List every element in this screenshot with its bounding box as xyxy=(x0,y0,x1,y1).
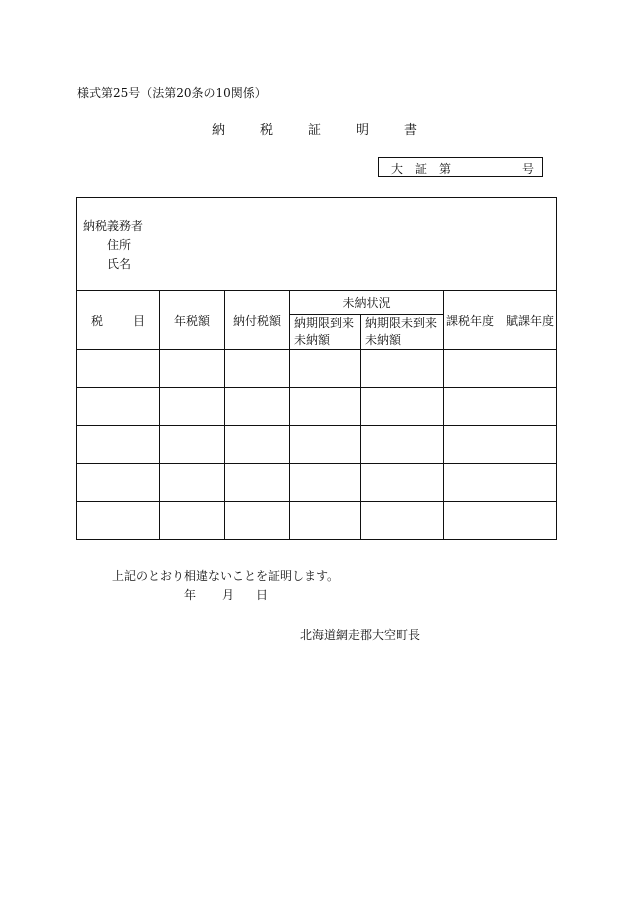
form-number: 様式第25号（法第20条の10関係） xyxy=(77,86,267,100)
table-cell xyxy=(290,426,361,464)
cert-prefix-char: 証 xyxy=(415,162,428,176)
table-cell xyxy=(160,464,225,502)
table-cell xyxy=(160,388,225,426)
certification-statement: 上記のとおり相違ないことを証明します。 xyxy=(112,569,340,583)
header-unpaid-not-due-line: 納期限未到来 xyxy=(365,316,438,330)
table-cell xyxy=(225,502,290,540)
header-unpaid-status: 未納状況 xyxy=(290,291,444,315)
header-paid-amount: 納付税額 xyxy=(225,291,290,350)
title-char: 書 xyxy=(404,123,418,138)
header-unpaid-not-due xyxy=(361,315,444,350)
table-cell xyxy=(444,426,557,464)
date-day: 日 xyxy=(256,588,269,602)
header-tax-item-char: 目 xyxy=(133,313,146,328)
header-unpaid-due xyxy=(290,315,361,350)
cert-prefix-char: 第 xyxy=(439,162,452,176)
document-title xyxy=(0,119,630,139)
table-cell xyxy=(77,350,160,388)
table-cell xyxy=(77,426,160,464)
table-cell xyxy=(444,464,557,502)
tax-certificate-table xyxy=(76,197,557,540)
table-cell xyxy=(77,464,160,502)
table-cell xyxy=(444,502,557,540)
date-month: 月 xyxy=(222,588,235,602)
date-year: 年 xyxy=(184,588,197,602)
table-cell xyxy=(160,350,225,388)
table-cell xyxy=(444,388,557,426)
title-char: 明 xyxy=(356,123,370,138)
certificate-number-box xyxy=(378,157,543,177)
taxpayer-heading: 納税義務者 xyxy=(83,219,144,233)
table-cell xyxy=(77,388,160,426)
table-row xyxy=(77,464,557,502)
table-cell xyxy=(290,350,361,388)
table-cell xyxy=(290,502,361,540)
header-unpaid-not-due-line: 未納額 xyxy=(365,333,402,347)
table-cell xyxy=(361,502,444,540)
taxpayer-section xyxy=(77,198,557,291)
table-cell xyxy=(290,464,361,502)
table-row xyxy=(77,502,557,540)
table-cell xyxy=(361,350,444,388)
table-row xyxy=(77,426,557,464)
table-cell xyxy=(290,388,361,426)
title-char: 証 xyxy=(308,123,322,138)
table-cell xyxy=(225,388,290,426)
table-row xyxy=(77,388,557,426)
header-annual-amount: 年税額 xyxy=(160,291,225,350)
table-cell xyxy=(361,388,444,426)
table-cell xyxy=(225,464,290,502)
table-row xyxy=(77,350,557,388)
table-cell xyxy=(444,350,557,388)
table-cell xyxy=(77,502,160,540)
address-label: 住所 xyxy=(107,238,132,252)
title-char: 税 xyxy=(260,123,274,138)
table-cell xyxy=(160,502,225,540)
table-cell xyxy=(361,464,444,502)
header-unpaid-due-line: 未納額 xyxy=(294,333,331,347)
issuer-name: 北海道網走郡大空町長 xyxy=(300,628,421,642)
header-tax-item-char: 税 xyxy=(90,313,103,328)
table-cell xyxy=(160,426,225,464)
header-unpaid-due-line: 納期限到来 xyxy=(294,316,355,330)
table-cell xyxy=(225,426,290,464)
table-cell xyxy=(361,426,444,464)
table-cell xyxy=(225,350,290,388)
cert-prefix-char: 大 xyxy=(391,162,404,176)
header-tax-year: 課税年度 賦課年度 xyxy=(444,291,557,350)
cert-suffix: 号 xyxy=(522,162,535,176)
header-tax-item xyxy=(77,291,160,350)
name-label: 氏名 xyxy=(107,257,132,271)
date-line xyxy=(184,586,284,602)
title-char: 納 xyxy=(212,123,226,138)
